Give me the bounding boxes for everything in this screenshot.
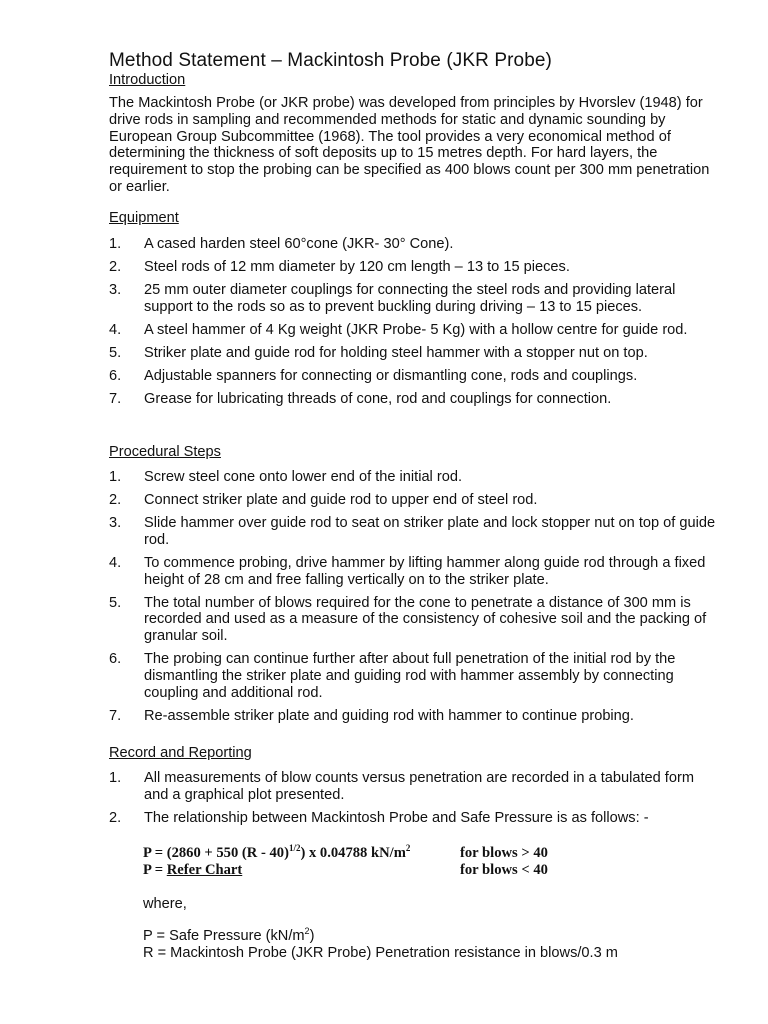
list-item bbox=[109, 368, 719, 385]
list-item-text: A steel hammer of 4 Kg weight (JKR Probe- 5 Kg) with a hollow centre for guide rod. bbox=[144, 321, 688, 338]
list-item-number: 2. bbox=[109, 258, 122, 275]
list-item-text: Grease for lubricating threads of cone, rod and couplings for connection. bbox=[144, 390, 612, 407]
p-definition bbox=[143, 928, 314, 945]
list-item bbox=[109, 708, 719, 725]
list-item-text: Re-assemble striker plate and guiding rod with hammer to continue probing. bbox=[144, 707, 634, 724]
list-item-number: 3. bbox=[109, 281, 122, 298]
list-item bbox=[109, 322, 719, 339]
record-reporting-heading: Record and Reporting bbox=[109, 745, 252, 761]
refer-chart-link[interactable]: Refer Chart bbox=[166, 862, 243, 878]
page-title: Method Statement – Mackintosh Probe (JKR Probe) bbox=[109, 50, 552, 71]
list-item-number: 5. bbox=[109, 344, 122, 361]
list-item-text: The relationship between Mackintosh Probe and Safe Pressure is as follows: - bbox=[144, 809, 649, 826]
list-item-text: All measurements of blow counts versus penetration are recorded in a tabulated form and a graphical plot presented. bbox=[144, 770, 694, 803]
formula-1-exponent: 1/2 bbox=[288, 843, 301, 853]
list-item-number: 6. bbox=[109, 367, 122, 384]
list-item-text: The probing can continue further after about full penetration of the initial rod by the dismantling the striker plate and guiding rod with hammer assembly by connecting coupling and additional rod. bbox=[144, 651, 676, 701]
list-item-text: Adjustable spanners for connecting or dismantling cone, rods and couplings. bbox=[144, 367, 638, 384]
where-label: where, bbox=[143, 896, 187, 912]
list-item bbox=[109, 345, 719, 362]
list-item-text: To commence probing, drive hammer by lifting hammer along guide rod through a fixed height of 28 cm and free falling vertically on to the striker plate. bbox=[144, 554, 706, 588]
list-item-text: 25 mm outer diameter couplings for connecting the steel rods and providing lateral support to the rods so as to prevent buckling during driving – 13 to 15 pieces. bbox=[144, 281, 676, 315]
formula-2-lhs: P = bbox=[143, 862, 167, 878]
formula-2-condition: for blows < 40 bbox=[460, 862, 548, 878]
p-definition-close: ) bbox=[309, 928, 315, 944]
formula-1-rhs: ) x 0.04788 kN/m bbox=[300, 845, 406, 861]
list-item-number: 1. bbox=[109, 469, 122, 485]
list-item bbox=[109, 469, 719, 486]
equipment-list bbox=[109, 236, 719, 414]
list-item bbox=[109, 555, 719, 589]
list-item-number: 3. bbox=[109, 514, 122, 531]
formula-line-2 bbox=[143, 862, 548, 879]
procedural-steps-heading: Procedural Steps bbox=[109, 444, 221, 460]
formula-line-1 bbox=[143, 843, 548, 862]
list-item-text: Steel rods of 12 mm diameter by 120 cm length – 13 to 15 pieces. bbox=[144, 258, 570, 275]
list-item-text: The total number of blows required for the cone to penetrate a distance of 300 mm is recorded and used as a measure of the consistency of cohesive soil and the packing of granular soil. bbox=[144, 594, 707, 645]
procedural-steps-list bbox=[109, 469, 719, 731]
list-item bbox=[109, 595, 719, 645]
list-item bbox=[109, 770, 719, 804]
list-item-text: Screw steel cone onto lower end of the initial rod. bbox=[144, 469, 462, 485]
list-item-number: 5. bbox=[109, 594, 122, 611]
list-item bbox=[109, 391, 719, 408]
introduction-heading: Introduction bbox=[109, 72, 186, 88]
list-item-number: 7. bbox=[109, 390, 122, 407]
list-item-text: A cased harden steel 60°cone (JKR- 30° Cone). bbox=[144, 236, 454, 252]
formula-1-condition: for blows > 40 bbox=[460, 845, 548, 861]
list-item bbox=[109, 259, 719, 276]
list-item bbox=[109, 492, 719, 509]
list-item-number: 4. bbox=[109, 321, 122, 338]
list-item-number: 2. bbox=[109, 809, 122, 826]
list-item-number: 1. bbox=[109, 770, 122, 786]
list-item-number: 4. bbox=[109, 554, 122, 571]
record-reporting-list bbox=[109, 770, 719, 833]
list-item bbox=[109, 515, 719, 549]
r-definition: R = Mackintosh Probe (JKR Probe) Penetration resistance in blows/0.3 m bbox=[143, 945, 618, 961]
introduction-paragraph: The Mackintosh Probe (or JKR probe) was developed from principles by Hvorslev (1948) for drive rods in sampling and recommended methods for static and dynamic sounding by European Group Subcommittee (1968). The tool provides a very economical method of determining the thickness of soft deposits up to 15 metres depth. For hard layers, the requirement to stop the probing can be specified as 400 blows count per 300 mm penetration or earlier. bbox=[109, 95, 710, 195]
list-item-number: 2. bbox=[109, 491, 122, 508]
list-item-number: 7. bbox=[109, 707, 122, 724]
list-item bbox=[109, 651, 719, 701]
list-item-text: Striker plate and guide rod for holding steel hammer with a stopper nut on top. bbox=[144, 344, 648, 361]
list-item bbox=[109, 810, 719, 827]
formula-1-square: 2 bbox=[405, 843, 411, 853]
list-item-number: 1. bbox=[109, 236, 122, 252]
list-item bbox=[109, 282, 719, 316]
equipment-heading: Equipment bbox=[109, 210, 179, 226]
list-item bbox=[109, 236, 719, 253]
p-definition-text: P = Safe Pressure (kN/m bbox=[143, 928, 305, 944]
list-item-text: Connect striker plate and guide rod to upper end of steel rod. bbox=[144, 491, 538, 508]
formula-1-lhs: P = (2860 + 550 (R - 40) bbox=[143, 845, 289, 861]
list-item-text: Slide hammer over guide rod to seat on striker plate and lock stopper nut on top of guide rod. bbox=[144, 514, 716, 548]
p-definition-square: 2 bbox=[304, 926, 310, 936]
list-item-number: 6. bbox=[109, 651, 122, 668]
